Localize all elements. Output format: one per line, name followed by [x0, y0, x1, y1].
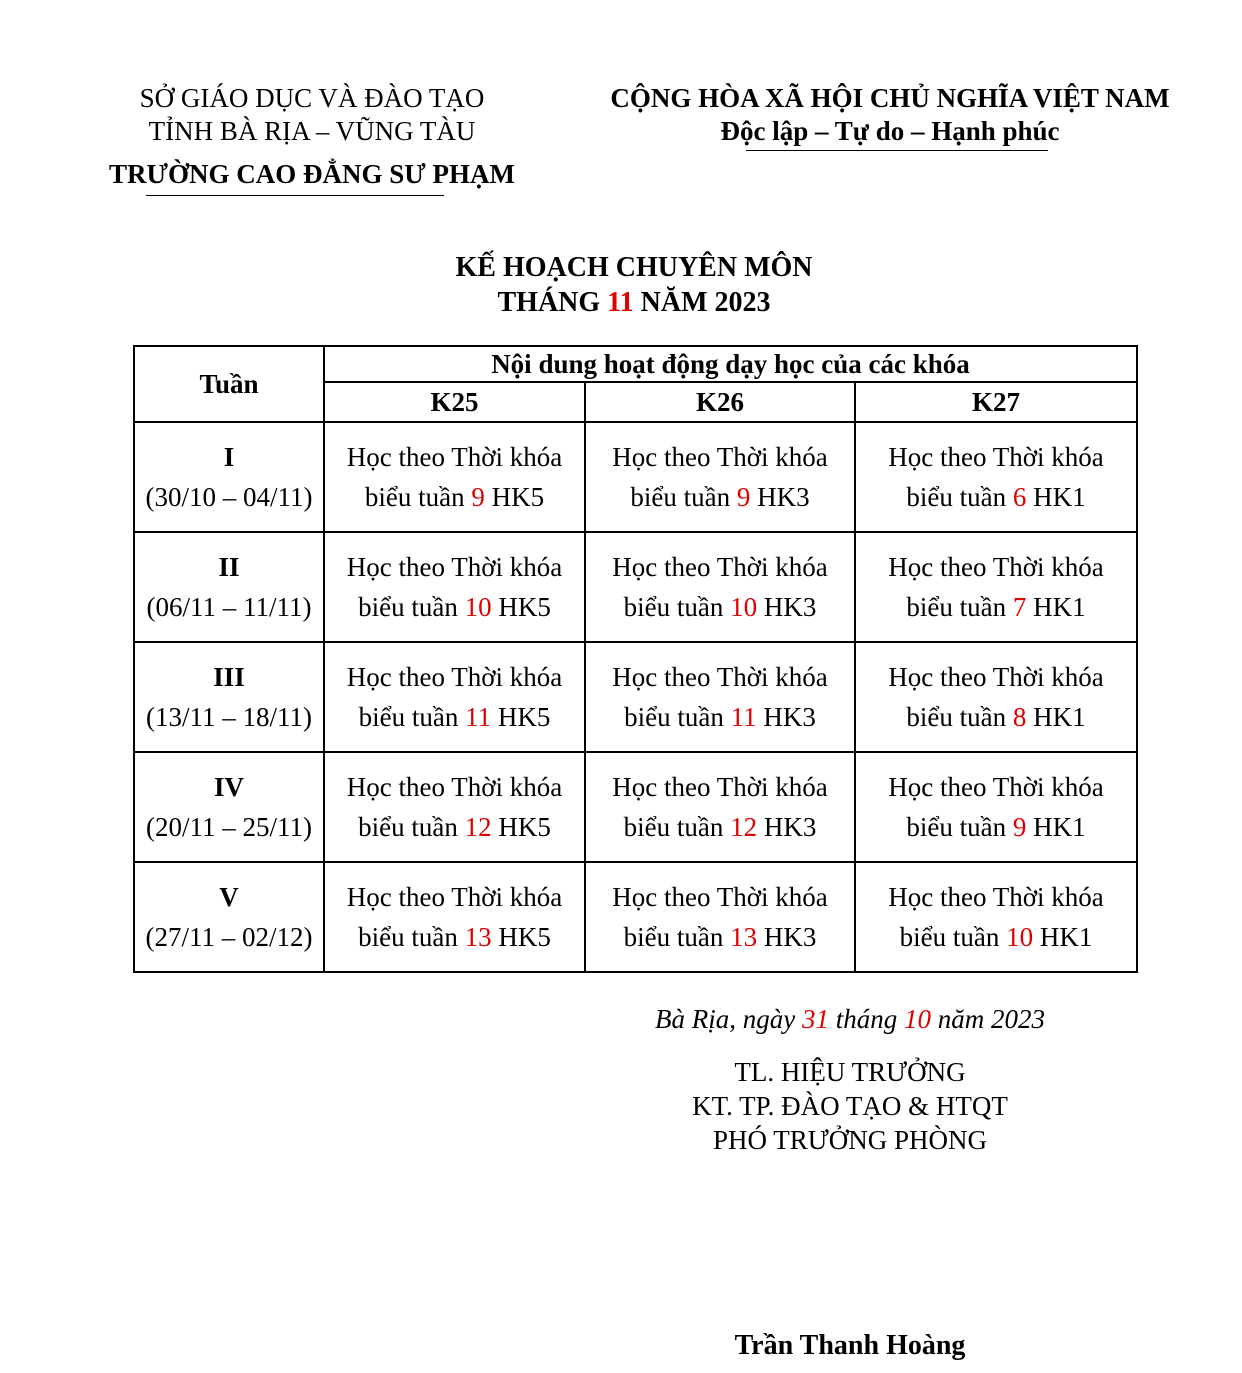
- week-cell: [134, 532, 324, 642]
- cell-line2: [586, 917, 854, 957]
- semester: HK5: [484, 482, 545, 512]
- date-month-word: tháng: [828, 1004, 904, 1034]
- date-year: năm 2023: [931, 1004, 1045, 1034]
- cell-line1: Học theo Thời khóa: [612, 662, 828, 692]
- week-index: 10: [464, 592, 492, 622]
- week-index: 12: [464, 812, 492, 842]
- cell-line2: [856, 587, 1136, 627]
- cell-mid: biểu tuần: [899, 922, 1007, 952]
- cell-line2: [856, 807, 1136, 847]
- semester: HK1: [1033, 922, 1093, 952]
- week-index: 9: [471, 482, 485, 512]
- week-index: 10: [1006, 922, 1034, 952]
- table-row: [134, 532, 1137, 642]
- cell-line2: [325, 477, 584, 517]
- schedule-cell: [855, 752, 1137, 862]
- table-row: [134, 752, 1137, 862]
- semester: HK5: [491, 922, 551, 952]
- cell-line2: [586, 697, 854, 737]
- schedule-cell: [324, 642, 585, 752]
- cell-line2: [586, 587, 854, 627]
- cell-line1: Học theo Thời khóa: [612, 442, 828, 472]
- sign-title-1: TL. HIỆU TRƯỞNG: [734, 1057, 966, 1087]
- cell-mid: biểu tuần: [358, 922, 465, 952]
- course-header: K27: [855, 382, 1137, 422]
- course-header: K25: [324, 382, 585, 422]
- semester: HK3: [757, 812, 817, 842]
- semester: HK3: [757, 592, 817, 622]
- week-number: V: [219, 882, 239, 912]
- schedule-cell: [855, 862, 1137, 972]
- week-index: 10: [730, 592, 758, 622]
- week-cell: [134, 752, 324, 862]
- table-row: [134, 422, 1137, 532]
- schedule-cell: [324, 862, 585, 972]
- schedule-cell: [855, 532, 1137, 642]
- semester: HK5: [491, 592, 551, 622]
- cell-mid: biểu tuần: [906, 702, 1013, 732]
- cell-line2: [325, 807, 584, 847]
- motto-underline: [746, 150, 1048, 151]
- title-year: NĂM 2023: [633, 287, 771, 318]
- cell-line1: Học theo Thời khóa: [888, 552, 1104, 582]
- sign-title-2: KT. TP. ĐÀO TẠO & HTQT: [692, 1091, 1008, 1121]
- week-index: 13: [730, 922, 758, 952]
- week-cell: [134, 642, 324, 752]
- cell-mid: biểu tuần: [906, 482, 1013, 512]
- week-range: (30/10 – 04/11): [145, 482, 313, 512]
- cell-line2: [586, 477, 854, 517]
- week-number: III: [213, 662, 245, 692]
- week-header: Tuần: [134, 346, 324, 422]
- schedule-cell: [585, 752, 855, 862]
- week-range: (13/11 – 18/11): [146, 702, 312, 732]
- semester: HK5: [491, 702, 551, 732]
- week-index: 8: [1012, 702, 1027, 732]
- department-name: SỞ GIÁO DỤC VÀ ĐÀO TẠO: [139, 83, 485, 113]
- semester: HK1: [1026, 592, 1086, 622]
- schedule-cell: [324, 422, 585, 532]
- header-right: [590, 82, 1190, 148]
- cell-mid: biểu tuần: [358, 702, 466, 732]
- schedule-cell: [585, 862, 855, 972]
- cell-line2: [325, 587, 584, 627]
- cell-line2: [856, 477, 1136, 517]
- course-header: K26: [585, 382, 855, 422]
- title-line2: [234, 285, 1034, 320]
- cell-mid: biểu tuần: [624, 702, 731, 732]
- week-index: 11: [465, 702, 492, 732]
- week-number: I: [223, 442, 235, 472]
- week-index: 9: [736, 482, 751, 512]
- week-index: 9: [1012, 812, 1027, 842]
- schedule-cell: [324, 752, 585, 862]
- week-index: 11: [730, 702, 757, 732]
- group-header: Nội dung hoạt động dạy học của các khóa: [324, 346, 1137, 382]
- cell-line1: Học theo Thời khóa: [346, 552, 563, 582]
- cell-line1: Học theo Thời khóa: [612, 552, 828, 582]
- semester: HK1: [1026, 482, 1086, 512]
- header-left: [92, 82, 532, 191]
- document-title: [234, 250, 1034, 320]
- cell-line1: Học theo Thời khóa: [346, 442, 563, 472]
- week-index: 6: [1012, 482, 1027, 512]
- country-name: CỘNG HÒA XÃ HỘI CHỦ NGHĨA VIỆT NAM: [610, 83, 1170, 113]
- week-cell: [134, 422, 324, 532]
- province-name: TỈNH BÀ RỊA – VŨNG TÀU: [148, 116, 476, 146]
- signing-date: [560, 1004, 1140, 1035]
- schedule-cell: [324, 532, 585, 642]
- table-row: [134, 862, 1137, 972]
- semester: HK5: [491, 812, 551, 842]
- week-range: (06/11 – 11/11): [146, 592, 312, 622]
- semester: HK3: [757, 922, 817, 952]
- cell-line1: Học theo Thời khóa: [612, 882, 828, 912]
- school-underline: [146, 195, 444, 196]
- schedule-table: [133, 345, 1138, 973]
- cell-line2: [586, 807, 854, 847]
- schedule-cell: [585, 532, 855, 642]
- cell-mid: biểu tuần: [623, 592, 731, 622]
- week-range: (20/11 – 25/11): [146, 812, 312, 842]
- cell-mid: biểu tuần: [906, 812, 1013, 842]
- cell-mid: biểu tuần: [623, 922, 731, 952]
- schedule-cell: [585, 422, 855, 532]
- schedule-cell: [855, 642, 1137, 752]
- week-cell: [134, 862, 324, 972]
- cell-line1: Học theo Thời khóa: [612, 772, 828, 802]
- schedule-cell: [585, 642, 855, 752]
- week-index: 7: [1012, 592, 1027, 622]
- cell-mid: biểu tuần: [358, 592, 465, 622]
- cell-mid: biểu tuần: [630, 482, 737, 512]
- schedule-cell: [855, 422, 1137, 532]
- cell-line2: [325, 697, 584, 737]
- title-month: 11: [607, 287, 634, 318]
- week-number: IV: [213, 772, 244, 802]
- cell-mid: biểu tuần: [623, 812, 731, 842]
- cell-line1: Học theo Thời khóa: [346, 772, 563, 802]
- cell-line2: [325, 917, 584, 957]
- cell-line1: Học theo Thời khóa: [888, 882, 1104, 912]
- cell-mid: biểu tuần: [358, 812, 465, 842]
- week-range: (27/11 – 02/12): [145, 922, 313, 952]
- sign-title-3: PHÓ TRƯỞNG PHÒNG: [713, 1125, 987, 1155]
- semester: HK1: [1026, 702, 1086, 732]
- cell-line1: Học theo Thời khóa: [888, 442, 1104, 472]
- cell-mid: biểu tuần: [906, 592, 1013, 622]
- semester: HK1: [1026, 812, 1086, 842]
- cell-line1: Học theo Thời khóa: [346, 882, 563, 912]
- semester: HK3: [756, 702, 816, 732]
- cell-line2: [856, 917, 1136, 957]
- week-number: II: [218, 552, 240, 582]
- school-name: TRƯỜNG CAO ĐẲNG SƯ PHẠM: [109, 159, 515, 189]
- signer-name: Trần Thanh Hoàng: [734, 1330, 966, 1361]
- signature-block: [560, 1055, 1140, 1157]
- cell-line1: Học theo Thời khóa: [888, 662, 1104, 692]
- cell-line2: [856, 697, 1136, 737]
- date-month: 10: [904, 1004, 931, 1034]
- week-index: 13: [464, 922, 492, 952]
- semester: HK3: [750, 482, 810, 512]
- cell-line1: Học theo Thời khóa: [346, 662, 563, 692]
- date-day: 31: [801, 1004, 829, 1034]
- national-motto: Độc lập – Tự do – Hạnh phúc: [720, 116, 1060, 146]
- week-index: 12: [730, 812, 758, 842]
- table-row: [134, 642, 1137, 752]
- title-line1: KẾ HOẠCH CHUYÊN MÔN: [455, 252, 813, 283]
- cell-line1: Học theo Thời khóa: [888, 772, 1104, 802]
- date-place: Bà Rịa, ngày: [655, 1004, 802, 1034]
- title-month-prefix: THÁNG: [497, 287, 608, 318]
- cell-mid: biểu tuần: [364, 482, 472, 512]
